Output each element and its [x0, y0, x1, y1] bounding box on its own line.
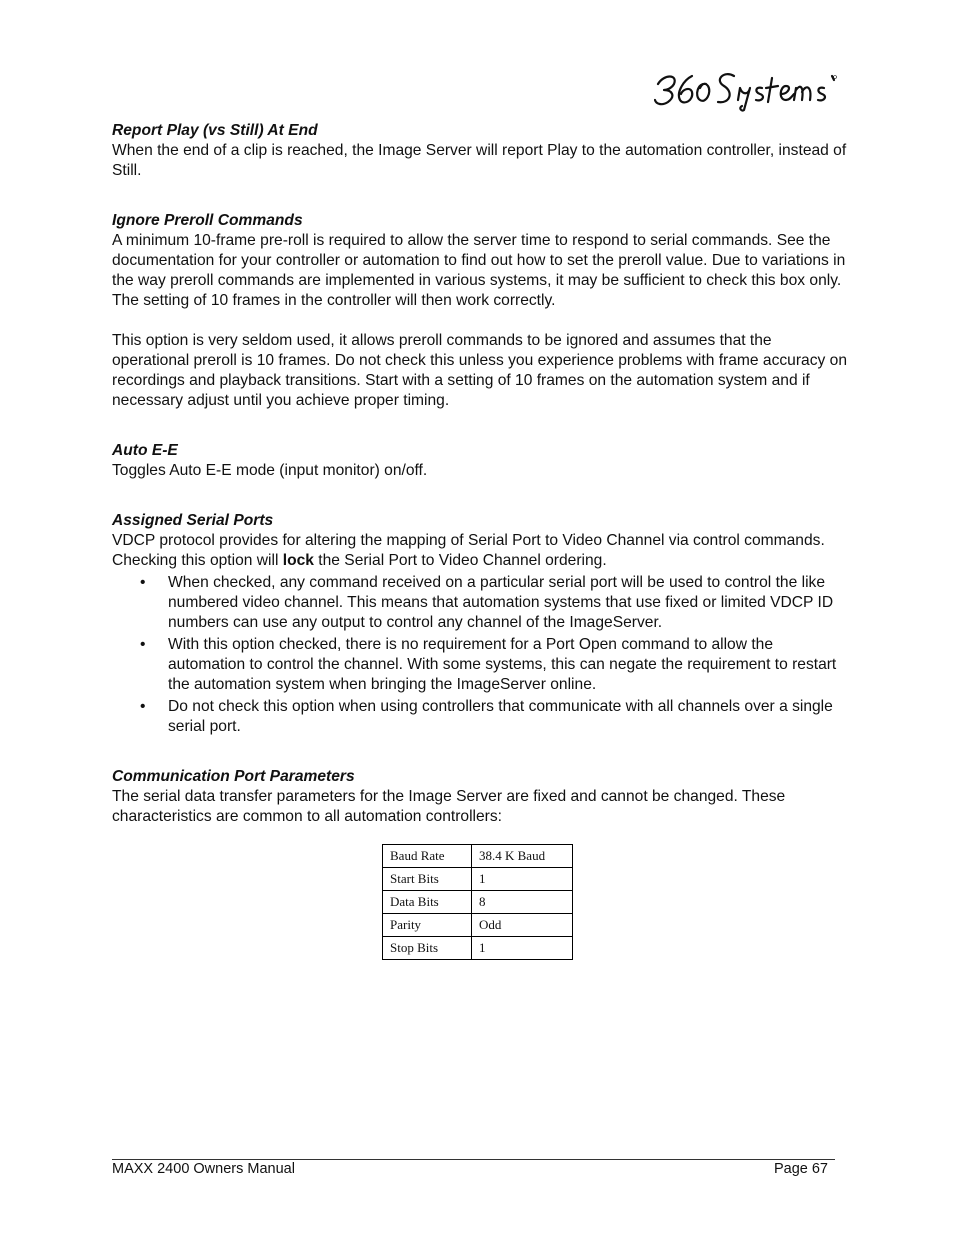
parameter-value-cell: 8 — [472, 891, 573, 914]
section-paragraph: A minimum 10-frame pre-roll is required to allow the server time to respond to serial commands. See the documentation for your controller or automation to find out how to set the preroll value. Due to variations in the way preroll commands are implemented in various systems, it may be sufficient to check this box only. The setting of 10 frames in the controller will then work correctly. — [112, 232, 846, 309]
bullet-icon: • — [140, 574, 146, 591]
parameter-value-cell: 38.4 K Baud — [472, 845, 573, 868]
section-ignore-preroll — [112, 211, 847, 411]
table-row — [383, 914, 573, 937]
section-paragraph: When the end of a clip is reached, the Image Server will report Play to the automation controller, instead of Still. — [112, 142, 847, 179]
parameter-value-cell: Odd — [472, 914, 573, 937]
section-report-play — [112, 121, 847, 181]
parameter-name-cell: Data Bits — [383, 891, 472, 914]
section-heading: Report Play (vs Still) At End — [112, 122, 318, 139]
parameter-value-cell: 1 — [472, 868, 573, 891]
bullet-item — [112, 573, 847, 633]
bullet-text: When checked, any command received on a particular serial port will be used to control the like numbered video channel. This means that automation systems that use fixed or limited VDCP ID numbers can use any output to control any channel of the ImageServer. — [168, 574, 834, 631]
bullet-item — [112, 697, 847, 737]
parameter-name-cell: Parity — [383, 914, 472, 937]
table-row — [383, 891, 573, 914]
section-heading: Assigned Serial Ports — [112, 512, 274, 529]
serial-parameters-table — [382, 844, 573, 960]
parameter-name-cell: Stop Bits — [383, 937, 472, 960]
intro-bold-text: lock — [282, 552, 314, 569]
table-row — [383, 937, 573, 960]
parameter-value-cell: 1 — [472, 937, 573, 960]
section-communication-port-parameters — [112, 767, 847, 960]
section-paragraph: This option is very seldom used, it allows preroll commands to be ignored and assumes that the operational preroll is 10 frames. Do not check this unless you experience problems with frame accuracy on recordings and playback transitions. Start with a setting of 10 frames on the automation system and if necessary adjust until you achieve proper timing. — [112, 332, 847, 409]
section-intro — [112, 531, 847, 571]
section-heading: Auto E-E — [112, 442, 178, 459]
bullet-icon: • — [140, 698, 146, 715]
section-paragraph: The serial data transfer parameters for the Image Server are fixed and cannot be changed. These characteristics are common to all automation controllers: — [112, 788, 786, 825]
intro-text: VDCP protocol provides for altering the mapping of Serial Port to Video Channel via control commands. Checking this option will — [112, 532, 825, 569]
section-assigned-serial-ports — [112, 511, 847, 737]
table-row — [383, 845, 573, 868]
section-paragraph: Toggles Auto E-E mode (input monitor) on/off. — [112, 462, 428, 479]
bullet-icon: • — [140, 636, 146, 653]
bullet-text: With this option checked, there is no requirement for a Port Open command to allow the automation to control the channel. With some systems, this can negate the requirement to restart the automation system when bringing the ImageServer online. — [168, 636, 837, 693]
page-content — [112, 121, 847, 960]
section-auto-ee — [112, 441, 847, 481]
bullet-text: Do not check this option when using controllers that communicate with all channels over a single serial port. — [168, 698, 833, 735]
footer-page-number: Page 67 — [773, 1161, 828, 1177]
bullet-item — [112, 635, 847, 695]
section-heading: Communication Port Parameters — [112, 768, 355, 785]
bullet-list — [112, 573, 847, 737]
footer-divider — [112, 1159, 835, 1160]
table-row — [383, 868, 573, 891]
360-systems-logo — [654, 62, 840, 112]
section-heading: Ignore Preroll Commands — [112, 212, 303, 229]
intro-text: the Serial Port to Video Channel ordering. — [313, 552, 607, 569]
parameter-name-cell: Baud Rate — [383, 845, 472, 868]
parameter-name-cell: Start Bits — [383, 868, 472, 891]
footer-manual-title: MAXX 2400 Owners Manual — [112, 1161, 295, 1177]
